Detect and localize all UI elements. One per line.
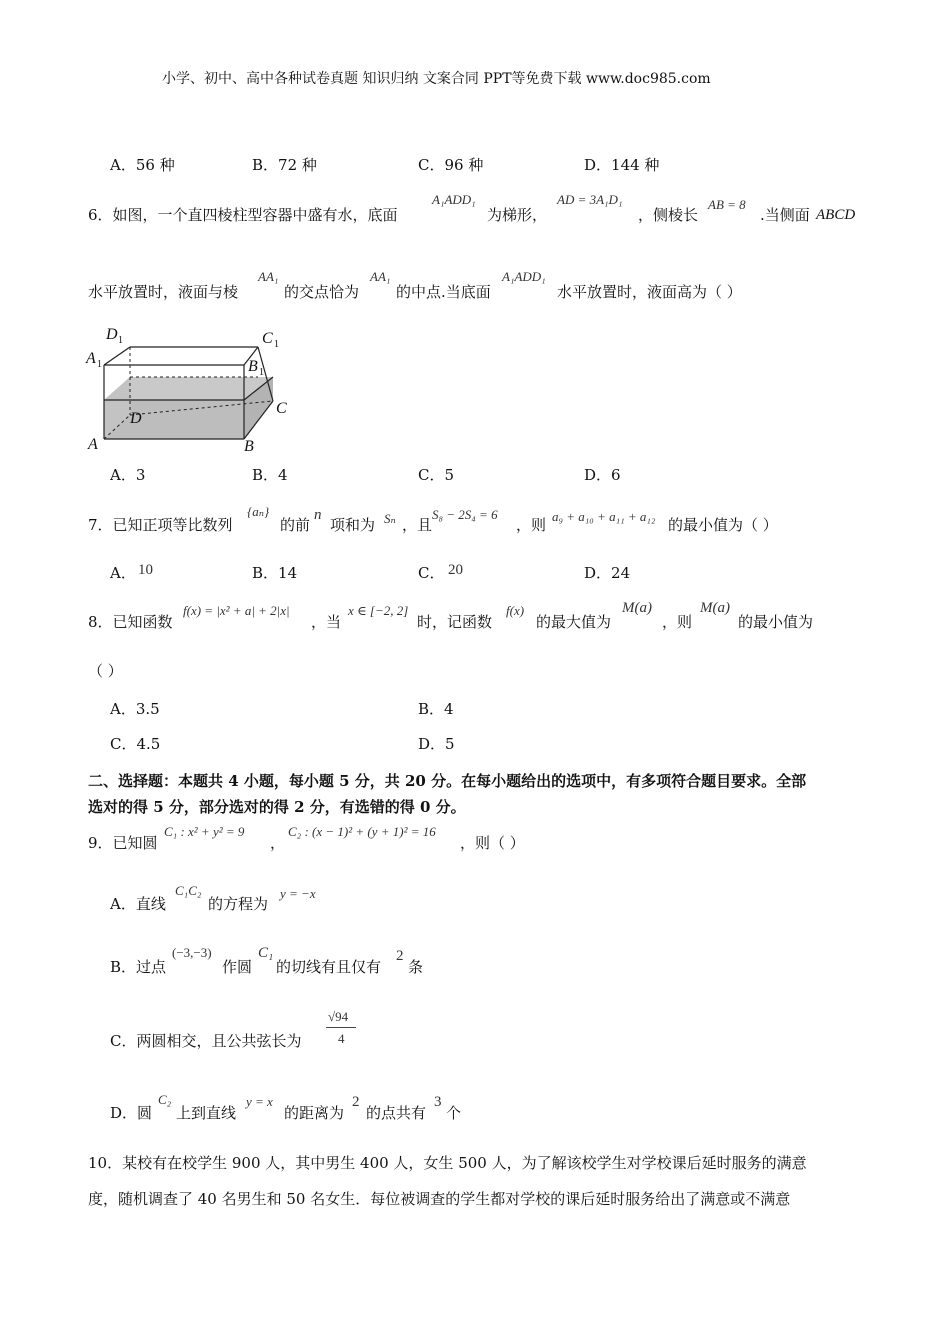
q8-option-d: D．5 [418,735,455,753]
q7-option-b: B．14 [252,564,298,582]
q7-option-a-value: 10 [138,562,153,578]
q9-option-b-text-2: 作圆 [222,958,253,976]
q6-math-ad: AD = 3A₁D₁ [557,192,623,207]
q9-option-d-text-2: 上到直线 [176,1104,237,1122]
q8-option-b: B．4 [418,700,454,718]
label-c: C [276,400,287,417]
page-header: 小学、初中、高中各种试卷真题 知识归纳 文案合同 PPT等免费下载 www.doc985.com [162,71,711,87]
q10-text-line1: 10．某校有在校学生 900 人，其中男生 400 人，女生 500 人，为了解该校学生对学校课后延时服务的满意 [88,1154,807,1172]
q7-text-5: ，则 [516,516,547,534]
q8-math-fx: f(x) [506,603,525,618]
q7-math-seq: {aₙ} [247,504,270,519]
q5-option-b: B．72 种 [252,156,317,174]
q9-option-b-math-1: (−3,−3) [172,945,212,960]
q7-option-c-value: 20 [448,562,463,578]
q6-math-base-2: A₁ADD₁ [502,269,546,284]
label-d: D [130,410,142,427]
q9-option-c-text-1: C．两圆相交，且公共弦长为 [110,1032,302,1050]
q8-text-5: ，则 [662,613,693,631]
section2-heading-line1: 二、选择题：本题共 4 小题，每小题 5 分，共 20 分。在每小题给出的选项中，有多项符合题目要求。全部 [88,772,807,790]
q9-option-b-math-2: C₁ [258,945,274,961]
label-a1: A [86,350,96,367]
q7-text-6: 的最小值为（ ） [668,516,778,534]
q5-option-d: D．144 种 [584,156,660,174]
q6-text-8: 水平放置时，液面高为（ ） [557,283,742,301]
q9-option-a-text-2: 的方程为 [208,895,269,913]
q8-text-7: （ ） [88,662,123,680]
q5-option-c: C．96 种 [418,156,484,174]
q9-math-c1: C₁ : x² + y² = 9 [164,824,245,839]
q7-math-cond: S₈ − 2S₄ = 6 [432,507,498,522]
label-b: B [244,438,254,455]
q6-text-2: 为梯形， [487,206,548,224]
q6-text-7: 的中点.当底面 [396,283,491,301]
q8-option-c: C．4.5 [110,735,161,753]
q8-text-3: 时，记函数 [417,613,493,631]
q10-text-line2: 度，随机调查了 40 名男生和 50 名女生．每位被调查的学生都对学校的课后延时服务给出了满意或不满意 [88,1190,791,1208]
q7-option-c-label: C． [418,564,445,582]
q6-option-a: A．3 [110,466,146,484]
q9-option-a-math-2: y = −x [280,886,316,901]
label-b1-sub: 1 [259,367,264,378]
label-d1-sub: 1 [118,335,123,346]
q6-math-aa1-a: AA₁ [258,269,279,284]
q8-math-domain: x ∈ [−2, 2] [348,603,409,618]
q7-math-sum: a₉ + a₁₀ + a₁₁ + a₁₂ [552,509,656,524]
q6-option-b: B．4 [252,466,288,484]
section2-heading-line2: 选对的得 5 分，部分选对的得 2 分，有选错的得 0 分。 [88,798,466,816]
q6-option-c: C．5 [418,466,455,484]
q9-option-c-denominator: 4 [338,1031,345,1046]
label-a: A [88,436,98,453]
q6-prism-figure [82,325,302,455]
label-d1: D [106,326,118,343]
q7-text-2: 的前 [280,516,311,534]
q6-text-3: ，侧棱长 [638,206,699,224]
q9-option-d-math-1: C₂ [158,1092,172,1107]
q9-option-d-text-1: D．圆 [110,1104,153,1122]
q5-option-a: A．56 种 [110,156,175,174]
q6-text-5: 水平放置时，液面与棱 [88,283,239,301]
q9-option-d-text-4: 的点共有 [366,1104,427,1122]
q7-option-d: D．24 [584,564,631,582]
q9-option-b-text-1: B．过点 [110,958,167,976]
q7-math-sn: Sₙ [384,511,396,526]
q8-math-func: f(x) = |x² + a| + 2|x| [183,603,290,618]
q9-text-1: 9．已知圆 [88,834,158,852]
q9-option-c-numerator: √94 [328,1009,349,1024]
q6-math-ab: AB = 8 [708,197,746,212]
q8-text-2: ，当 [311,613,342,631]
q7-text-4: ，且 [402,516,433,534]
q7-math-n: n [314,507,322,523]
q6-text-6: 的交点恰为 [284,283,360,301]
q7-text-3: 项和为 [330,516,376,534]
label-b1: B [248,358,258,375]
q8-math-ma-1: M(a) [622,600,652,616]
q6-text-4: .当侧面 [760,206,810,224]
q8-text-1: 8．已知函数 [88,613,173,631]
q9-option-c-fraction-bar [326,1027,356,1028]
q6-option-d: D．6 [584,466,621,484]
q6-text-1: 6．如图，一个直四棱柱型容器中盛有水，底面 [88,206,398,224]
q9-option-d-text-5: 个 [446,1104,462,1122]
q9-option-d-text-3: 的距离为 [284,1104,345,1122]
q7-option-a-label: A． [110,564,136,582]
label-a1-sub: 1 [97,359,102,370]
q6-math-aa1-b: AA₁ [370,269,391,284]
q8-text-6: 的最小值为 [738,613,814,631]
q9-option-b-text-4: 条 [408,958,424,976]
q9-option-b-math-3: 2 [396,948,404,964]
q9-option-a-text-1: A．直线 [110,895,166,913]
q6-math-base: A₁ADD₁ [432,192,476,207]
q9-option-d-math-4: 3 [434,1094,442,1110]
q9-option-d-math-3: 2 [352,1094,360,1110]
q8-text-4: 的最大值为 [536,613,612,631]
q9-text-3: ，则（ ） [460,834,525,852]
q9-option-b-text-3: 的切线有且仅有 [276,958,382,976]
label-c1: C [262,330,273,347]
q9-option-d-math-2: y = x [246,1094,273,1109]
q9-text-2: ， [270,834,286,852]
q8-option-a: A．3.5 [110,700,160,718]
label-c1-sub: 1 [274,339,279,350]
q9-option-a-math-1: C₁C₂ [175,883,202,898]
q8-math-ma-2: M(a) [700,600,730,616]
q6-math-abcd: ABCD [816,207,856,223]
q9-math-c2: C₂ : (x − 1)² + (y + 1)² = 16 [288,824,436,839]
q7-text-1: 7．已知正项等比数列 [88,516,233,534]
